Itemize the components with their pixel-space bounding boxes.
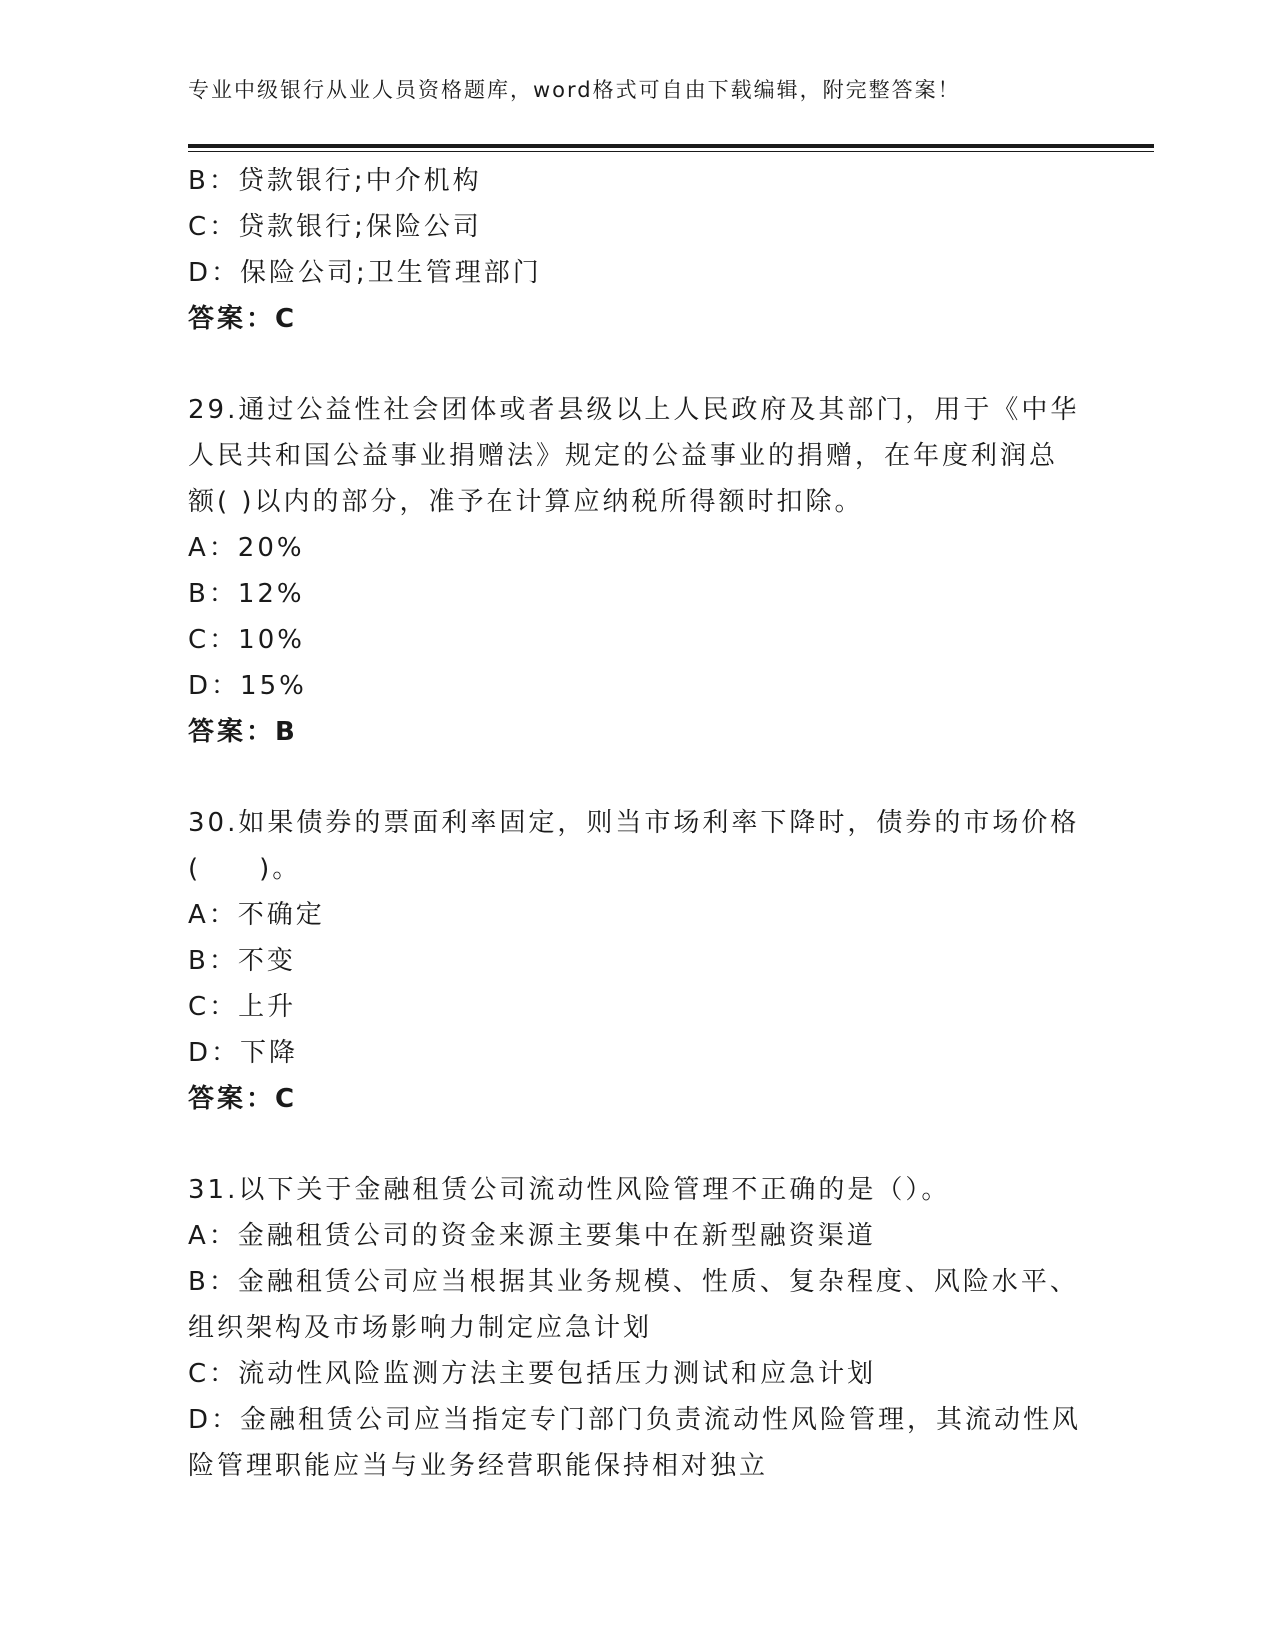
answer: 答案：B — [188, 717, 298, 747]
document-body — [188, 158, 1088, 1489]
option-c: C：流动性风险监测方法主要包括压力测试和应急计划 — [188, 1359, 877, 1389]
header-divider-thin — [188, 151, 1154, 152]
option-c: C：贷款银行;保险公司 — [188, 212, 482, 242]
header-divider-thick — [188, 144, 1154, 148]
question-31 — [188, 1167, 1088, 1489]
answer: 答案：C — [188, 304, 298, 334]
option-b-continued: 组织架构及市场影响力制定应急计划 — [188, 1313, 653, 1343]
option-a: A：20% — [188, 533, 305, 563]
question-stem: 人民共和国公益事业捐赠法》规定的公益事业的捐赠，在年度利润总 — [188, 441, 1059, 471]
question-stem: 31.以下关于金融租赁公司流动性风险管理不正确的是（）。 — [188, 1175, 951, 1205]
option-c: C：上升 — [188, 992, 297, 1022]
question-29 — [188, 387, 1088, 755]
question-stem: 额( )以内的部分，准予在计算应纳税所得额时扣除。 — [188, 487, 864, 517]
option-b: B：贷款银行;中介机构 — [188, 166, 482, 196]
question-28 — [188, 158, 1088, 342]
question-30 — [188, 800, 1088, 1122]
spacer — [188, 1122, 1088, 1167]
answer: 答案：C — [188, 1084, 298, 1114]
question-stem: 29.通过公益性社会团体或者县级以上人民政府及其部门，用于《中华 — [188, 395, 1080, 425]
question-stem: 30.如果债券的票面利率固定，则当市场利率下降时，债券的市场价格 — [188, 808, 1080, 838]
option-d: D：保险公司;卫生管理部门 — [188, 258, 542, 288]
option-a: A：不确定 — [188, 900, 325, 930]
option-b: B：12% — [188, 579, 305, 609]
option-d: D：金融租赁公司应当指定专门部门负责流动性风险管理，其流动性风 — [188, 1405, 1082, 1435]
option-b: B：不变 — [188, 946, 296, 976]
option-c: C：10% — [188, 625, 305, 655]
question-stem: ( )。 — [188, 854, 302, 884]
option-d: D：15% — [188, 671, 307, 701]
option-a: A：金融租赁公司的资金来源主要集中在新型融资渠道 — [188, 1221, 876, 1251]
option-d: D：下降 — [188, 1038, 299, 1068]
option-d-continued: 险管理职能应当与业务经营职能保持相对独立 — [188, 1451, 769, 1481]
page-header: 专业中级银行从业人员资格题库，word格式可自由下载编辑，附完整答案！ — [188, 78, 961, 102]
spacer — [188, 342, 1088, 387]
option-b: B：金融租赁公司应当根据其业务规模、性质、复杂程度、风险水平、 — [188, 1267, 1079, 1297]
spacer — [188, 755, 1088, 800]
